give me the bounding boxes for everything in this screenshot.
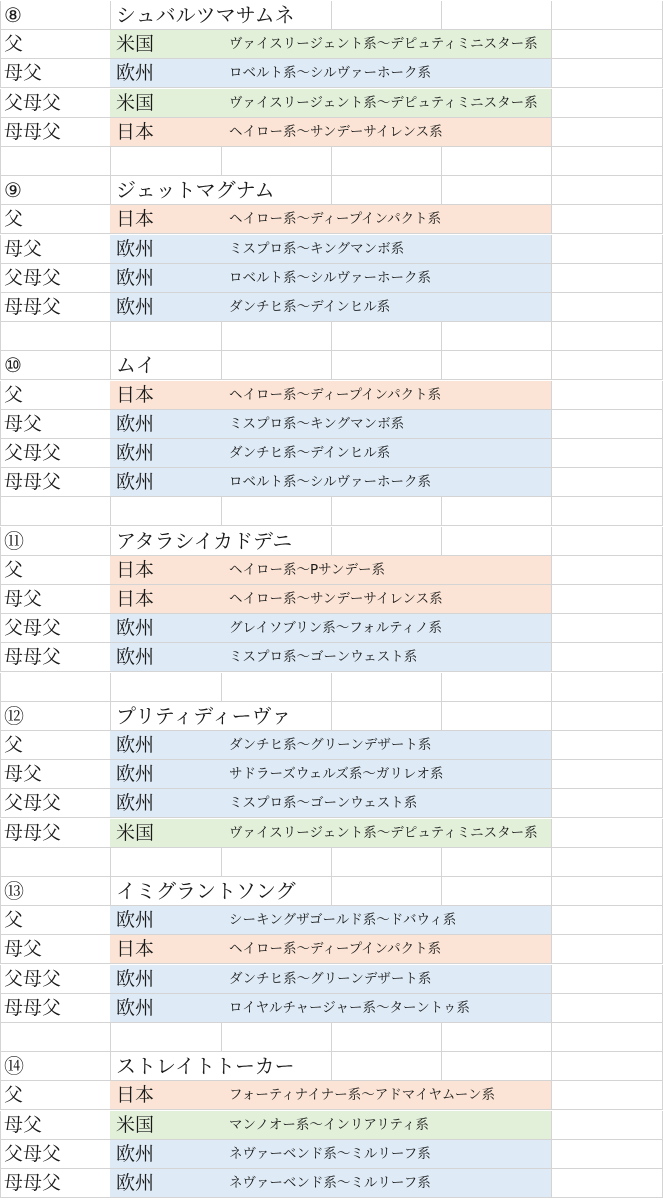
pedigree-row[interactable] (0, 468, 663, 497)
sire-line-cell: ロベルト系～シルヴァーホーク系 (229, 269, 432, 286)
grid-line (0, 497, 1, 525)
relation-cell: 母母父 (4, 471, 62, 494)
relation-cell: 母母父 (4, 1172, 62, 1194)
region-cell: 日本 (116, 558, 155, 581)
relation-cell: 母母父 (4, 646, 62, 669)
grid-line (441, 1, 442, 29)
grid-line (551, 819, 552, 847)
grid-line (331, 322, 332, 350)
horse-header-row[interactable] (0, 702, 663, 731)
sire-line-cell: ダンチヒ系～グリーンデザート系 (229, 970, 432, 987)
grid-line (110, 351, 111, 379)
relation-cell: 母父 (4, 588, 43, 610)
relation-cell: 母母父 (4, 996, 62, 1019)
grid-line (221, 1023, 222, 1051)
sire-line-cell: ダンチヒ系～デインヒル系 (229, 299, 391, 315)
grid-line (0, 731, 1, 759)
region-cell: 欧州 (116, 792, 155, 815)
grid-line (551, 351, 552, 379)
pedigree-row[interactable] (0, 89, 663, 118)
grid-line (0, 702, 1, 730)
grid-line (551, 147, 552, 175)
pedigree-row[interactable] (0, 1111, 663, 1140)
grid-line (551, 1081, 552, 1109)
relation-cell: 父 (4, 208, 24, 231)
horse-header-row[interactable] (0, 1, 663, 30)
region-cell: 米国 (116, 1113, 155, 1136)
grid-line (331, 351, 332, 379)
grid-line (0, 643, 1, 671)
region-cell: 欧州 (116, 237, 155, 260)
grid-line (331, 673, 332, 701)
grid-line (441, 702, 442, 730)
relation-cell: 父 (4, 734, 24, 756)
grid-line (551, 585, 552, 613)
grid-line (551, 731, 552, 759)
horse-header-row[interactable] (0, 1052, 663, 1081)
region-cell: 欧州 (116, 442, 155, 464)
horse-header-row[interactable] (0, 176, 663, 205)
grid-line (0, 235, 1, 263)
pedigree-row[interactable] (0, 410, 663, 439)
sire-line-cell: ヘイロー系～ディープインパクト系 (229, 941, 442, 958)
relation-cell: 父 (4, 1084, 24, 1107)
grid-line (110, 1052, 111, 1080)
grid-line (110, 848, 111, 876)
grid-line (0, 264, 1, 292)
region-cell: 日本 (116, 208, 155, 231)
horse-name: プリティディーヴァ (116, 702, 297, 730)
blank-row[interactable] (0, 673, 663, 702)
region-cell: 米国 (116, 33, 155, 56)
region-cell: 欧州 (116, 734, 155, 756)
grid-line (0, 439, 1, 467)
grid-line (551, 205, 552, 233)
grid-line (551, 848, 552, 876)
sire-line-cell: ミスプロ系～ゴーンウェスト系 (229, 649, 418, 666)
grid-line (0, 527, 1, 555)
sire-line-cell: ロベルト系～シルヴァーホーク系 (229, 65, 432, 82)
pedigree-row[interactable] (0, 994, 663, 1023)
sire-line-cell: ヘイロー系～サンデーサイレンス系 (229, 591, 443, 607)
horse-name: アタラシイカドデニ (116, 527, 298, 555)
grid-line (551, 527, 552, 555)
grid-line (0, 760, 1, 788)
horse-number: ⑫ (4, 703, 24, 728)
relation-cell: 父母父 (4, 266, 62, 289)
grid-line (441, 877, 442, 905)
grid-line (331, 176, 332, 204)
sire-line-cell: ミスプロ系～キングマンボ系 (229, 415, 405, 432)
grid-line (0, 585, 1, 613)
pedigree-row[interactable] (0, 760, 663, 789)
grid-line (551, 1023, 552, 1051)
grid-line (0, 673, 1, 701)
grid-line (110, 322, 111, 350)
grid-line (551, 497, 552, 525)
grid-line (110, 1, 111, 29)
grid-line (551, 439, 552, 467)
sire-line-cell: ミスプロ系～ゴーンウェスト系 (229, 795, 418, 812)
pedigree-row[interactable] (0, 118, 663, 147)
region-cell: 欧州 (116, 996, 155, 1019)
relation-cell: 母母父 (4, 296, 62, 318)
grid-line (441, 673, 442, 701)
region-cell: 日本 (116, 120, 155, 143)
sire-line-cell: ヴァイスリージェント系～デピュティミニスター系 (229, 36, 538, 53)
grid-line (551, 1140, 552, 1168)
grid-line (0, 1111, 1, 1139)
grid-line (0, 322, 1, 350)
grid-line (331, 147, 332, 175)
grid-line (551, 59, 552, 87)
pedigree-row[interactable] (0, 789, 663, 818)
grid-line (0, 30, 1, 58)
region-cell: 日本 (116, 588, 155, 610)
grid-line (110, 702, 111, 730)
region-cell: 欧州 (116, 617, 155, 640)
grid-line (551, 381, 552, 409)
relation-cell: 父母父 (4, 1142, 62, 1165)
horse-number: ⑭ (4, 1054, 24, 1079)
grid-line (331, 702, 332, 730)
pedigree-row[interactable] (0, 585, 663, 614)
grid-line (441, 1052, 442, 1080)
relation-cell: 母父 (4, 763, 43, 786)
grid-line (551, 673, 552, 701)
grid-line (551, 614, 552, 642)
region-cell: 欧州 (116, 1172, 155, 1194)
relation-cell: 父母父 (4, 967, 62, 990)
grid-line (0, 410, 1, 438)
region-cell: 欧州 (116, 967, 155, 990)
grid-line (221, 147, 222, 175)
sire-line-cell: ヘイロー系～Pサンデー系 (229, 561, 385, 578)
grid-line (441, 176, 442, 204)
horse-name: ムイ (116, 351, 162, 379)
grid-line (551, 935, 552, 963)
grid-line (0, 59, 1, 87)
grid-line (110, 877, 111, 905)
grid-line (331, 848, 332, 876)
relation-cell: 母父 (4, 412, 43, 435)
pedigree-row[interactable] (0, 643, 663, 672)
grid-line (551, 322, 552, 350)
grid-line (221, 351, 222, 379)
region-cell: 日本 (116, 1084, 155, 1107)
grid-line (551, 235, 552, 263)
grid-line (551, 965, 552, 993)
grid-line (0, 877, 1, 905)
region-cell: 欧州 (116, 266, 155, 289)
pedigree-row[interactable] (0, 235, 663, 264)
grid-line (0, 556, 1, 584)
region-cell: 日本 (116, 938, 155, 961)
grid-line (551, 1052, 552, 1080)
pedigree-row[interactable] (0, 381, 663, 410)
horse-name: イミグラントソング (116, 877, 302, 905)
blank-row[interactable] (0, 497, 663, 526)
pedigree-row[interactable] (0, 30, 663, 59)
grid-line (0, 819, 1, 847)
region-cell: 欧州 (116, 296, 155, 318)
grid-line (0, 351, 1, 379)
horse-header-row[interactable] (0, 351, 663, 380)
grid-line (551, 30, 552, 58)
relation-cell: 母父 (4, 938, 43, 961)
grid-line (221, 497, 222, 525)
grid-line (0, 1052, 1, 1080)
pedigree-row[interactable] (0, 1081, 663, 1110)
grid-line (551, 1, 552, 29)
region-cell: 欧州 (116, 62, 155, 85)
grid-line (551, 1111, 552, 1139)
grid-line (551, 643, 552, 671)
sire-line-cell: グレイソブリン系～フォルティノ系 (229, 620, 443, 637)
relation-cell: 母母父 (4, 120, 62, 143)
region-cell: 欧州 (116, 909, 155, 932)
grid-line (0, 994, 1, 1022)
pedigree-row[interactable] (0, 819, 663, 848)
sire-line-cell: ロベルト系～シルヴァーホーク系 (229, 474, 432, 491)
region-cell: 欧州 (116, 412, 155, 435)
pedigree-row[interactable] (0, 906, 663, 935)
grid-line (0, 147, 1, 175)
sire-line-cell: ロイヤルチャージャー系～ターントゥ系 (229, 999, 470, 1016)
relation-cell: 母父 (4, 1113, 43, 1136)
grid-line (551, 702, 552, 730)
horse-name: シュバルツマサムネ (116, 1, 301, 29)
pedigree-row[interactable] (0, 293, 663, 322)
region-cell: 欧州 (116, 1142, 155, 1165)
relation-cell: 父母父 (4, 792, 62, 815)
sire-line-cell: ヘイロー系～サンデーサイレンス系 (229, 123, 443, 140)
grid-line (441, 848, 442, 876)
relation-cell: 母父 (4, 237, 43, 260)
sire-line-cell: ネヴァーベンド系～ミルリーフ系 (229, 1175, 431, 1191)
grid-line (110, 176, 111, 204)
pedigree-row[interactable] (0, 1169, 663, 1198)
pedigree-row[interactable] (0, 264, 663, 293)
grid-line (0, 205, 1, 233)
pedigree-row[interactable] (0, 1140, 663, 1169)
relation-cell: 父 (4, 383, 24, 406)
sire-line-cell: ダンチヒ系～デインヒル系 (229, 445, 391, 461)
grid-line (551, 468, 552, 496)
region-cell: 米国 (116, 821, 155, 844)
grid-line (551, 760, 552, 788)
relation-cell: 父母父 (4, 617, 62, 640)
sire-line-cell: ヘイロー系～ディープインパクト系 (229, 211, 442, 228)
region-cell: 米国 (116, 91, 155, 114)
region-cell: 欧州 (116, 471, 155, 494)
grid-line (0, 381, 1, 409)
sire-line-cell: ヴァイスリージェント系～デピュティミニスター系 (229, 94, 538, 111)
grid-line (110, 1023, 111, 1051)
horse-number: ⑬ (4, 879, 24, 903)
grid-line (0, 1, 1, 29)
grid-line (0, 965, 1, 993)
relation-cell: 父母父 (4, 91, 62, 114)
sire-line-cell: ネヴァーベンド系～ミルリーフ系 (229, 1145, 431, 1162)
sire-line-cell: フォーティナイナー系～アドマイヤムーン系 (229, 1087, 495, 1104)
grid-line (551, 994, 552, 1022)
grid-line (110, 147, 111, 175)
grid-line (221, 848, 222, 876)
grid-line (551, 89, 552, 117)
blank-row[interactable] (0, 848, 663, 877)
sire-line-cell: サドラーズウェルズ系～ガリレオ系 (229, 766, 444, 783)
sire-line-cell: ダンチヒ系～グリーンデザート系 (229, 737, 432, 753)
grid-line (441, 497, 442, 525)
grid-line (221, 322, 222, 350)
grid-line (0, 118, 1, 146)
grid-line (551, 264, 552, 292)
grid-line (0, 848, 1, 876)
region-cell: 欧州 (116, 646, 155, 669)
pedigree-row[interactable] (0, 439, 663, 468)
horse-number: ⑩ (4, 353, 22, 378)
sire-line-cell: ヴァイスリージェント系～デピュティミニスター系 (229, 824, 538, 841)
relation-cell: 母母父 (4, 821, 62, 844)
pedigree-row[interactable] (0, 205, 663, 234)
grid-line (551, 1169, 552, 1197)
pedigree-row[interactable] (0, 59, 663, 88)
relation-cell: 父 (4, 909, 24, 932)
grid-line (331, 1, 332, 29)
horse-header-row[interactable] (0, 877, 663, 906)
grid-line (331, 497, 332, 525)
grid-line (331, 1052, 332, 1080)
pedigree-row[interactable] (0, 935, 663, 964)
horse-name: ストレイトトーカー (116, 1052, 301, 1080)
grid-line (331, 527, 332, 555)
grid-line (0, 468, 1, 496)
grid-line (110, 673, 111, 701)
grid-line (551, 293, 552, 321)
pedigree-row[interactable] (0, 731, 663, 760)
blank-row[interactable] (0, 147, 663, 176)
region-cell: 日本 (116, 383, 155, 406)
relation-cell: 父 (4, 558, 24, 581)
grid-line (551, 556, 552, 584)
grid-line (551, 410, 552, 438)
relation-cell: 父 (4, 33, 24, 56)
grid-line (110, 527, 111, 555)
grid-line (0, 789, 1, 817)
horse-number: ⑪ (4, 528, 24, 553)
grid-line (0, 614, 1, 642)
horse-number: ⑨ (4, 178, 22, 203)
horse-name: ジェットマグナム (116, 176, 281, 204)
pedigree-row[interactable] (0, 965, 663, 994)
horse-header-row[interactable] (0, 527, 663, 556)
grid-line (551, 877, 552, 905)
sire-line-cell: マンノオー系～インリアリティ系 (229, 1116, 429, 1133)
grid-line (441, 147, 442, 175)
pedigree-row[interactable] (0, 556, 663, 585)
relation-cell: 母父 (4, 62, 43, 85)
sire-line-cell: シーキングザゴールド系～ドバウィ系 (229, 912, 457, 929)
grid-line (551, 906, 552, 934)
horse-number: ⑧ (4, 3, 22, 27)
grid-line (0, 935, 1, 963)
grid-line (0, 293, 1, 321)
grid-line (551, 789, 552, 817)
grid-line (0, 1140, 1, 1168)
grid-line (0, 89, 1, 117)
blank-row[interactable] (0, 1023, 663, 1052)
sire-line-cell: ミスプロ系～キングマンボ系 (229, 240, 405, 257)
grid-line (441, 1023, 442, 1051)
grid-line (331, 1023, 332, 1051)
grid-line (441, 351, 442, 379)
grid-line (0, 1169, 1, 1197)
region-cell: 欧州 (116, 763, 155, 786)
grid-line (331, 877, 332, 905)
grid-line (551, 176, 552, 204)
grid-line (0, 1081, 1, 1109)
blank-row[interactable] (0, 322, 663, 351)
grid-line (110, 497, 111, 525)
pedigree-row[interactable] (0, 614, 663, 643)
grid-line (441, 322, 442, 350)
relation-cell: 父母父 (4, 442, 62, 464)
grid-line (441, 527, 442, 555)
grid-line (551, 118, 552, 146)
grid-line (0, 1023, 1, 1051)
grid-line (0, 906, 1, 934)
grid-line (221, 673, 222, 701)
grid-line (0, 176, 1, 204)
sire-line-cell: ヘイロー系～ディープインパクト系 (229, 386, 442, 403)
